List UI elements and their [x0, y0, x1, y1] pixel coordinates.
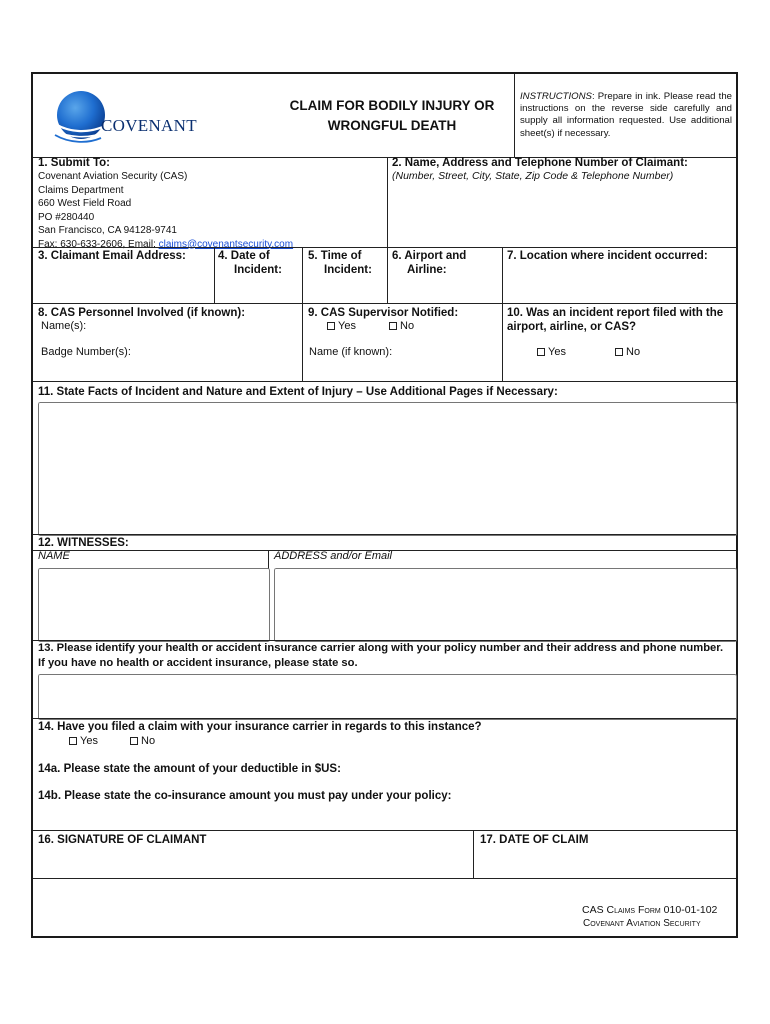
- logo-text: COVENANT: [101, 116, 197, 135]
- submit-to-line: Claims Department: [38, 184, 124, 196]
- insurance-carrier-label: [38, 641, 738, 671]
- supervisor-name-label: Name (if known):: [309, 346, 393, 358]
- insurance-carrier-label-2: If you have no health or accident insurance, please state so.: [38, 657, 358, 669]
- submit-to-line: PO #280440: [38, 211, 95, 223]
- submit-to-address: [38, 170, 293, 251]
- incident-date-label: [218, 249, 282, 277]
- claimant-email-label: 3. Claimant Email Address:: [38, 250, 186, 262]
- claim-filed-yes-checkbox[interactable]: [69, 737, 77, 745]
- supervisor-no-option[interactable]: [389, 320, 414, 334]
- airport-label-2: Airline:: [407, 264, 447, 276]
- instructions-label: INSTRUCTIONS: [520, 91, 592, 102]
- incident-date-field[interactable]: [218, 278, 302, 302]
- report-yes-option[interactable]: [537, 346, 566, 360]
- witness-names-field[interactable]: [38, 568, 270, 642]
- claim-filed-label: 14. Have you filed a claim with your insurance carrier in regards to this instance?: [38, 721, 482, 733]
- signature-label: 16. SIGNATURE OF CLAIMANT: [38, 834, 207, 846]
- airport-airline-label: [392, 249, 466, 277]
- submit-to-label: 1. Submit To:: [38, 157, 110, 169]
- report-no-checkbox[interactable]: [615, 348, 623, 356]
- incident-time-label-1: 5. Time of: [308, 250, 362, 262]
- submit-to-line: San Francisco, CA 94128-9741: [38, 225, 177, 236]
- incident-report-label: [507, 306, 723, 334]
- report-no-label: No: [626, 346, 641, 358]
- airport-airline-field[interactable]: [391, 278, 503, 302]
- form-id: CAS Claims Form 010-01-102: [582, 904, 718, 916]
- incident-date-label-2: Incident:: [234, 264, 282, 276]
- supervisor-yes-option[interactable]: [327, 320, 356, 334]
- witness-address-field[interactable]: [274, 568, 737, 642]
- submit-to-line: Covenant Aviation Security (CAS): [38, 171, 188, 182]
- incident-report-label-2: airport, airline, or CAS?: [507, 321, 637, 333]
- supervisor-yes-checkbox[interactable]: [327, 322, 335, 330]
- incident-location-label: 7. Location where incident occurred:: [507, 250, 708, 262]
- incident-time-label-2: Incident:: [324, 264, 372, 276]
- badge-number-label: Badge Number(s):: [41, 346, 131, 358]
- deductible-field[interactable]: [343, 760, 727, 780]
- report-no-option[interactable]: [615, 346, 640, 360]
- claimant-label: 2. Name, Address and Telephone Number of Claimant:: [392, 157, 688, 169]
- personnel-names-label: Name(s):: [41, 320, 87, 332]
- supervisor-yes-label: Yes: [338, 320, 356, 332]
- claim-date-label: 17. DATE OF CLAIM: [480, 834, 589, 846]
- incident-date-label-1: 4. Date of: [218, 250, 270, 262]
- cas-supervisor-label: 9. CAS Supervisor Notified:: [308, 307, 459, 319]
- deductible-label: 14a. Please state the amount of your deductible in $US:: [38, 763, 341, 775]
- incident-facts-label: 11. State Facts of Incident and Nature and Extent of Injury – Use Additional Pages if Necessary:: [38, 386, 558, 398]
- claim-form: [31, 72, 738, 938]
- incident-report-label-1: 10. Was an incident report filed with the: [507, 307, 724, 319]
- form-title-line-1: CLAIM FOR BODILY INJURY OR: [289, 98, 495, 113]
- supervisor-no-label: No: [400, 320, 415, 332]
- claimant-email-field[interactable]: [38, 266, 214, 300]
- cas-personnel-label: 8. CAS Personnel Involved (if known):: [38, 307, 246, 319]
- claim-filed-no-checkbox[interactable]: [130, 737, 138, 745]
- report-yes-label: Yes: [548, 346, 566, 358]
- airport-label-1: 6. Airport and: [392, 250, 467, 262]
- report-yes-checkbox[interactable]: [537, 348, 545, 356]
- claimant-info-field[interactable]: [392, 188, 734, 246]
- claim-date-field[interactable]: [480, 850, 734, 876]
- claims-email-link[interactable]: claims@covenantsecurity.com: [158, 238, 294, 250]
- company-name: Covenant Aviation Security: [583, 918, 701, 929]
- claim-filed-no-option[interactable]: [130, 735, 155, 749]
- covenant-logo: [51, 88, 211, 148]
- claim-filed-yes-label: Yes: [80, 735, 98, 747]
- coinsurance-label: 14b. Please state the co-insurance amount you must pay under your policy:: [38, 790, 452, 802]
- supervisor-no-checkbox[interactable]: [389, 322, 397, 330]
- claim-filed-no-label: No: [141, 735, 156, 747]
- fax-text: Fax: 630-633-2606, Email:: [38, 238, 159, 250]
- incident-facts-field[interactable]: [38, 402, 737, 536]
- witness-name-header: NAME: [38, 550, 70, 562]
- claimant-hint: (Number, Street, City, State, Zip Code & Telephone Number): [392, 170, 674, 182]
- coinsurance-field[interactable]: [453, 787, 732, 807]
- witnesses-label: 12. WITNESSES:: [38, 537, 129, 549]
- signature-field[interactable]: [38, 850, 472, 876]
- incident-time-label: [308, 249, 372, 277]
- globe-icon: [51, 88, 107, 146]
- instructions-text: : Prepare in ink. Please read the instructions on the reverse side carefully and supply all information requested. Use additional sheet(s) if necessary.: [520, 91, 732, 139]
- incident-location-field[interactable]: [507, 266, 736, 300]
- instructions: [520, 91, 732, 140]
- form-title-line-2: WRONGFUL DEATH: [327, 118, 457, 133]
- incident-time-field[interactable]: [306, 278, 388, 302]
- submit-to-line: 660 West Field Road: [38, 198, 132, 209]
- claim-filed-yes-option[interactable]: [69, 735, 98, 749]
- insurance-carrier-field[interactable]: [38, 674, 737, 720]
- witness-address-header: ADDRESS and/or Email: [274, 550, 392, 562]
- form-title: [263, 96, 521, 136]
- insurance-carrier-label-1: 13. Please identify your health or accident insurance carrier along with your policy number and their address and phone number.: [38, 642, 724, 654]
